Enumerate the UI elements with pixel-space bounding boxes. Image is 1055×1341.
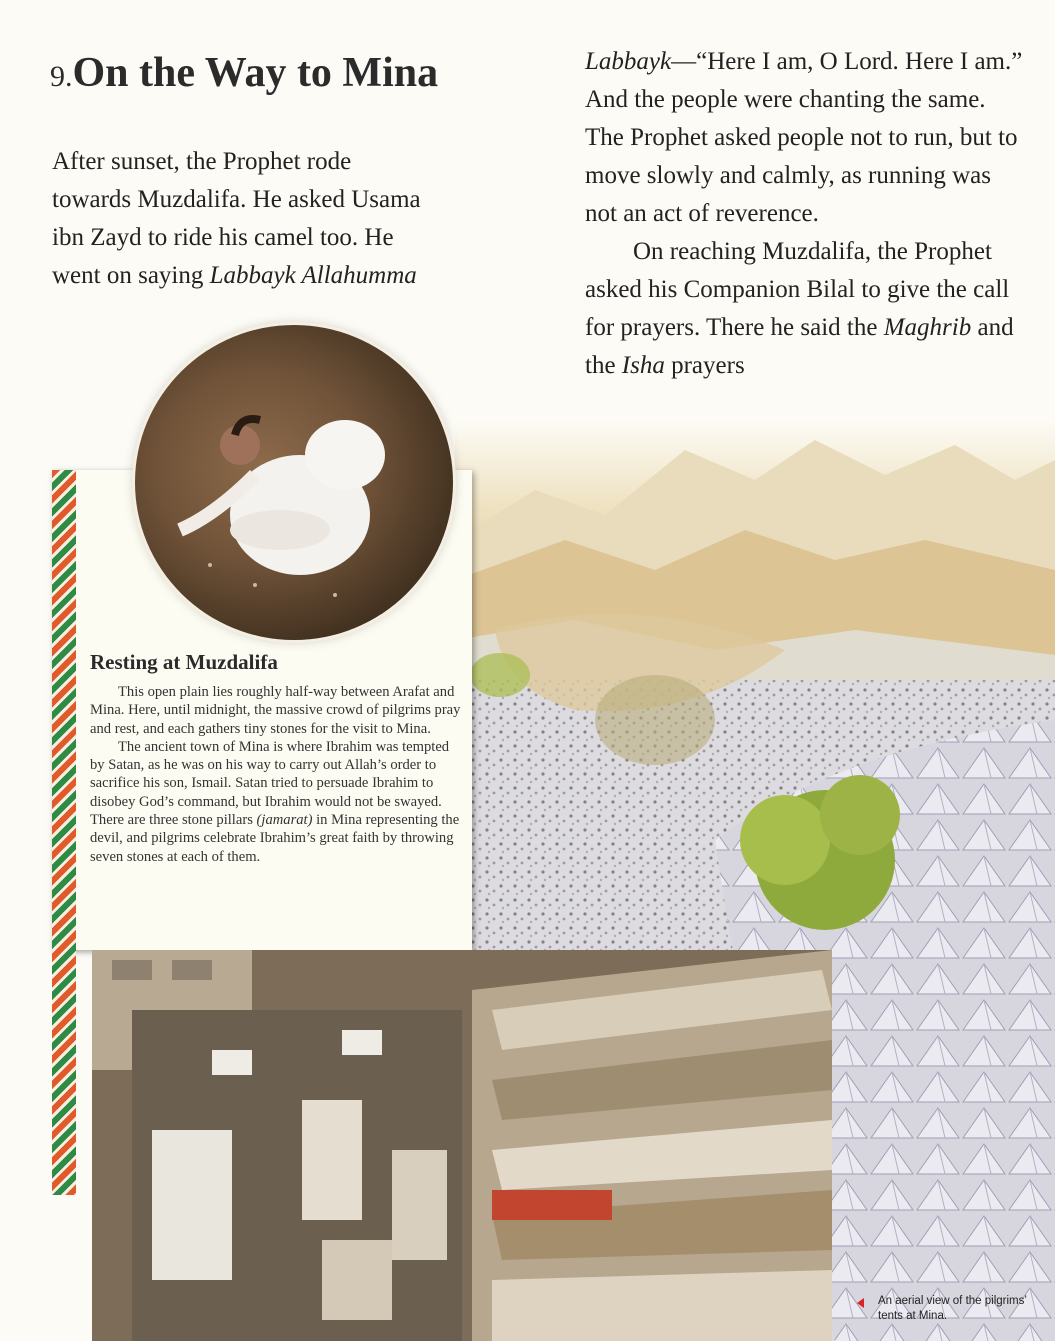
caption-text: An aerial view of the pilgrims’ tents at Mina. [878,1295,1027,1322]
aerial-scene [92,950,832,1341]
right-paragraph-2-c: prayers [664,352,745,379]
info-box-text [90,683,462,866]
pilgrim-figure [135,325,453,640]
right-paragraph-2-a: On reaching Muzdalifa, the Prophet asked his Companion Bilal to give the call for prayers. There he said the [585,238,1010,341]
pilgrim-gathering-stones-photo [135,325,453,640]
info-box-paragraph-1: This open plain lies roughly half-way between Arafat and Mina. Here, until midnight, the massive crowd of pilgrims pray and rest, and each gathers tiny stones for the visit to Mina. [90,684,461,737]
chapter-number: 9. [50,60,73,93]
chapter-title: On the Way to Mina [72,50,439,96]
jamarat-italic: (jamarat) [256,812,313,829]
right-paragraph-1-text: —“Here I am, O Lord. Here I am.” And the people were chanting the same. The Prophet asked people not to run, but to move slowly and calmly, as running was not an act of reverence. [585,48,1023,227]
left-line-4: went on saying [52,262,210,289]
left-italic-phrase: Labbayk Allahumma [209,262,417,289]
left-column-text [52,143,522,295]
info-box-paragraph-2-b: in Mina representing the devil, and pilgrims celebrate Ibrahim’s great faith by throwing seven stones at each of them. [90,812,460,865]
aerial-tents-photo [92,950,832,1341]
info-box-paragraph-2 [90,738,462,866]
info-box-heading: Resting at Muzdalifa [90,650,278,674]
right-paragraph-2-b: and the [585,314,1014,379]
left-line-1: After sunset, the Prophet rode [52,148,352,175]
left-line-3: ibn Zayd to ride his camel too. He [52,224,394,251]
maghrib-italic: Maghrib [883,314,972,341]
right-paragraph-2 [585,233,1025,385]
page-title [50,46,570,104]
left-line-2: towards Muzdalifa. He asked Usama [52,186,421,213]
caption-arrow-icon [857,1298,864,1308]
decorative-pattern-strip [52,470,76,1195]
isha-italic: Isha [621,352,665,379]
right-column-text [585,43,1025,385]
info-box-paragraph-2-a: The ancient town of Mina is where Ibrahim was tempted by Satan, as he was on his way to carry out Allah’s order to sacrifice his son, Ismail. Satan tried to persuade Ibrahim to disobey God’s command, but Ibrahim would not be swayed. There are three stone pillars [90,738,450,829]
labbayk-italic: Labbayk [585,48,672,75]
right-paragraph-1 [585,43,1025,233]
